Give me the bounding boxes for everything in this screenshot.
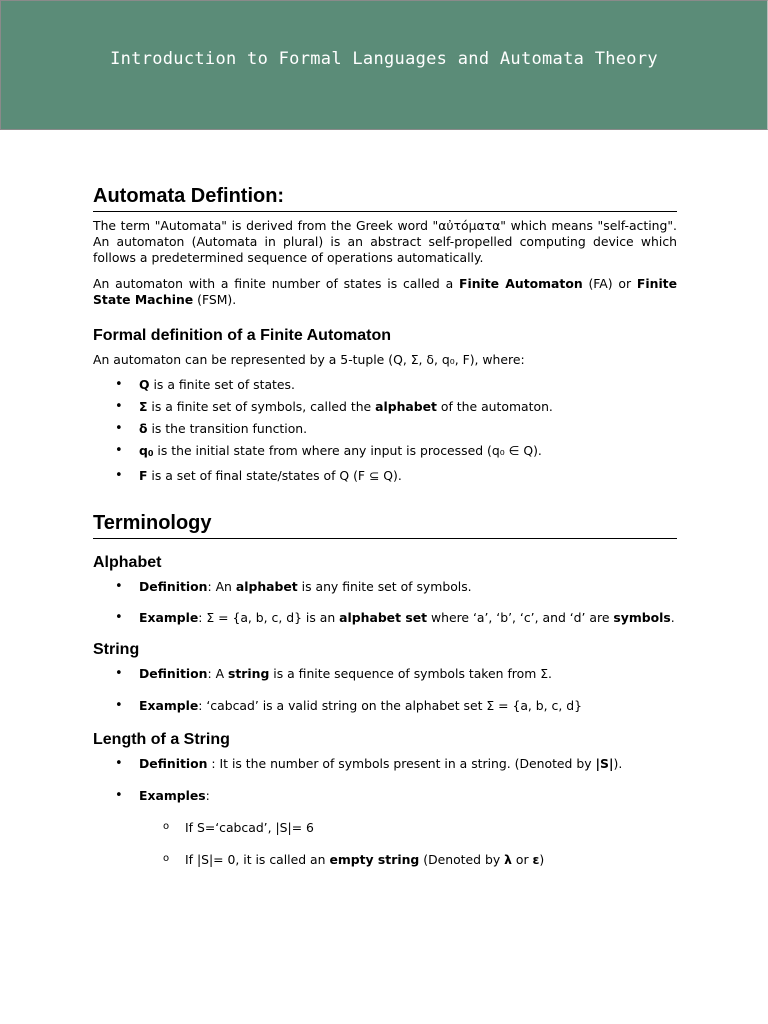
term-symbols: symbols bbox=[613, 610, 671, 625]
text-run: is the transition function. bbox=[147, 421, 308, 436]
text-run: q bbox=[139, 443, 148, 458]
document-body bbox=[93, 184, 677, 868]
text-run: is the initial state from where any input is processed (q₀ ∈ Q). bbox=[153, 443, 542, 458]
length-examples bbox=[93, 788, 677, 804]
text-run: ) bbox=[539, 852, 545, 867]
string-list bbox=[93, 666, 677, 714]
text-run: If |S|= 0, it is called an bbox=[185, 852, 330, 867]
text-run: : bbox=[205, 788, 210, 803]
text-run: : It is the number of symbols present in a string. (Denoted by bbox=[207, 756, 596, 771]
symbol-f: F bbox=[139, 468, 148, 483]
label-definition: Definition bbox=[139, 579, 208, 594]
term-alphabet-set: alphabet set bbox=[339, 610, 428, 625]
alphabet-example bbox=[93, 610, 677, 626]
text-run: where ‘a’, ‘b’, ‘c’, and ‘d’ are bbox=[427, 610, 614, 625]
text-run: : Σ = {a, b, c, d} is an bbox=[198, 610, 340, 625]
label-definition: Definition bbox=[139, 756, 208, 771]
term-alphabet: alphabet bbox=[235, 579, 298, 594]
finite-automaton-paragraph bbox=[93, 276, 677, 308]
text-run: is any finite set of symbols. bbox=[297, 579, 472, 594]
length-list bbox=[93, 756, 677, 804]
label-definition: Definition bbox=[139, 666, 208, 681]
text-run: (FSM). bbox=[193, 292, 237, 307]
text-run: is a finite set of states. bbox=[149, 377, 295, 392]
alphabet-list bbox=[93, 579, 677, 626]
symbol-q: Q bbox=[139, 377, 150, 392]
label-example: Example bbox=[139, 698, 199, 713]
symbol-delta: δ bbox=[139, 421, 148, 436]
list-item-sigma bbox=[93, 399, 677, 415]
label-examples: Examples bbox=[139, 788, 206, 803]
text-run: of the automaton. bbox=[436, 399, 553, 414]
list-item-q0 bbox=[93, 443, 677, 462]
text-run: : ‘cabcad’ is a valid string on the alphabet set Σ = {a, b, c, d} bbox=[198, 698, 582, 713]
term-string: string bbox=[227, 666, 270, 681]
label-example: Example bbox=[139, 610, 199, 625]
term-finite-state-machine: Finite State Machine bbox=[93, 276, 678, 307]
alphabet-definition bbox=[93, 579, 677, 595]
subheading-length-of-string: Length of a String bbox=[93, 731, 230, 748]
title-banner bbox=[0, 0, 768, 130]
term-alphabet: alphabet bbox=[375, 399, 437, 414]
document-title: Introduction to Formal Languages and Automata Theory bbox=[110, 49, 658, 69]
subscript: 0 bbox=[147, 449, 154, 458]
list-item-q bbox=[93, 377, 677, 393]
string-example bbox=[93, 698, 677, 714]
automata-definition-paragraph: The term "Automata" is derived from the Greek word "αὐτόματα" which means "self-acting". An automaton (Automata in plural) is an abstract self-propelled computing device which follows a predetermined sequence of operations automatically. bbox=[93, 218, 677, 265]
tuple-list bbox=[93, 377, 677, 484]
list-item-delta bbox=[93, 421, 677, 437]
subheading-alphabet: Alphabet bbox=[93, 554, 162, 571]
subheading-formal-definition: Formal definition of a Finite Automaton bbox=[93, 327, 392, 344]
symbol-sigma: Σ bbox=[139, 399, 148, 414]
length-examples-sublist bbox=[93, 820, 677, 868]
length-example-2 bbox=[93, 852, 677, 868]
text-run: An automaton with a finite number of states is called a bbox=[93, 276, 459, 291]
symbol-lambda: λ bbox=[504, 852, 512, 867]
string-definition bbox=[93, 666, 677, 682]
text-run: (Denoted by bbox=[419, 852, 505, 867]
text-run: (FA) or bbox=[582, 276, 637, 291]
text-run: . bbox=[670, 610, 675, 625]
length-example-1: o If S=‘cabcad’, |S|= 6 bbox=[93, 820, 677, 836]
text-run: is a finite set of symbols, called the bbox=[147, 399, 376, 414]
section-heading-terminology: Terminology bbox=[93, 511, 677, 539]
term-empty-string: empty string bbox=[329, 852, 420, 867]
list-item-f bbox=[93, 468, 677, 484]
symbol-epsilon: ε bbox=[532, 852, 540, 867]
text-run: or bbox=[511, 852, 533, 867]
text-run: : An bbox=[207, 579, 236, 594]
term-finite-automaton: Finite Automaton bbox=[458, 276, 583, 291]
text-run: : A bbox=[207, 666, 228, 681]
term-length-notation: |S| bbox=[595, 756, 614, 771]
tuple-intro: An automaton can be represented by a 5-tuple (Q, Σ, δ, q₀, F), where: bbox=[93, 352, 525, 367]
section-heading-automata-definition: Automata Defintion: bbox=[93, 184, 677, 212]
subheading-string: String bbox=[93, 641, 140, 658]
text-run: is a finite sequence of symbols taken from Σ. bbox=[269, 666, 552, 681]
symbol-q0 bbox=[139, 443, 153, 458]
length-definition bbox=[93, 756, 677, 772]
text-run: is a set of final state/states of Q (F ⊆ Q). bbox=[147, 468, 402, 483]
text-run: ). bbox=[613, 756, 623, 771]
